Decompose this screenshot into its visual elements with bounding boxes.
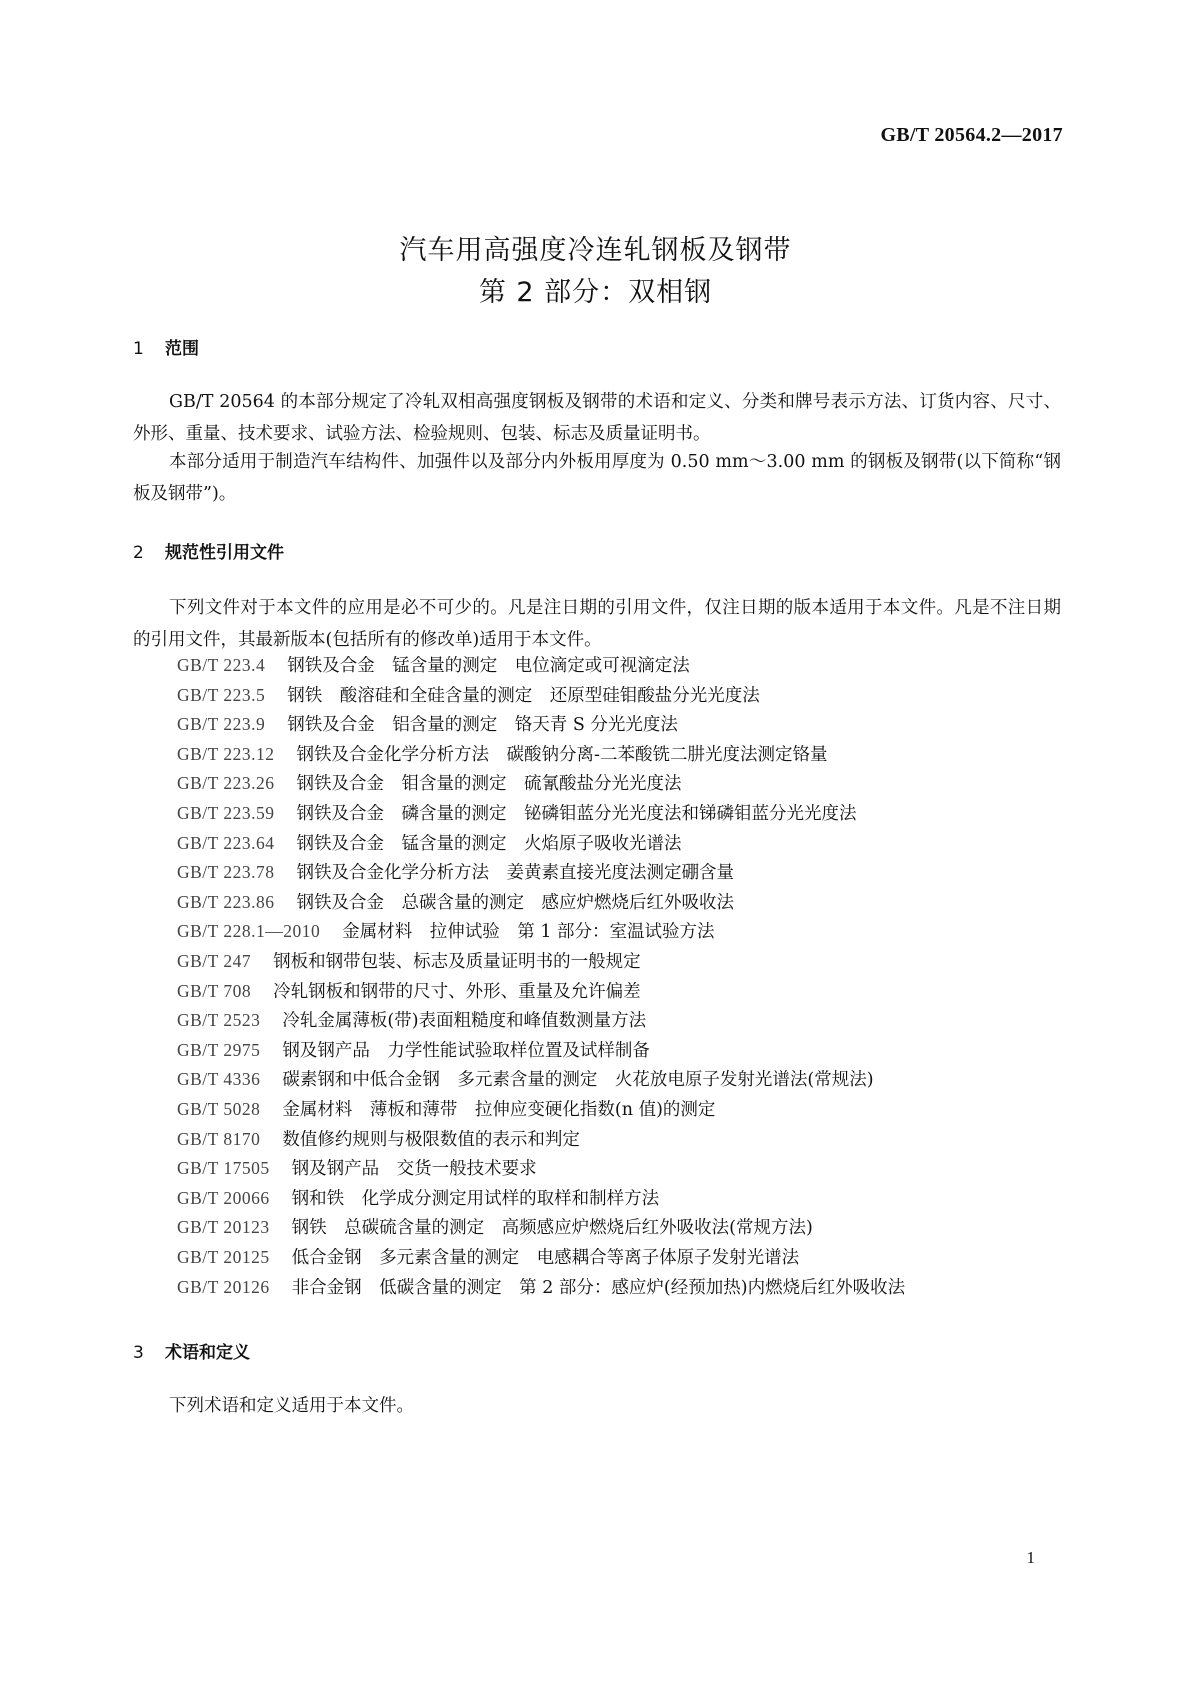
section-number: 1 <box>133 339 144 359</box>
reference-code: GB/T 708 <box>177 980 252 1001</box>
reference-code: GB/T 4336 <box>177 1069 261 1090</box>
reference-code: GB/T 228.1—2010 <box>177 921 321 942</box>
section-title: 规范性引用文件 <box>165 543 284 563</box>
reference-code: GB/T 20125 <box>177 1247 270 1267</box>
reference-code: GB/T 20123 <box>177 1217 270 1238</box>
reference-title: 钢铁及合金 锰含量的测定 火焰原子吸收光谱法 <box>296 833 682 854</box>
reference-title: 钢铁 总碳硫含量的测定 高频感应炉燃烧后红外吸收法(常规方法) <box>291 1218 813 1239</box>
reference-title: 钢及钢产品 力学性能试验取样位置及试样制备 <box>282 1040 650 1061</box>
reference-title: 低合金钢 多元素含量的测定 电感耦合等离子体原子发射光谱法 <box>291 1248 800 1268</box>
reference-item <box>177 859 734 884</box>
reference-title: 冷轧金属薄板(带)表面粗糙度和峰值数测量方法 <box>282 1011 647 1032</box>
reference-item <box>177 1155 537 1180</box>
reference-item <box>177 1037 650 1062</box>
reference-code: GB/T 20066 <box>177 1187 270 1208</box>
reference-title: 数值修约规则与极限数值的表示和判定 <box>282 1129 580 1150</box>
reference-code: GB/T 8170 <box>177 1128 261 1149</box>
reference-title: 钢板和钢带包装、标志及质量证明书的一般规定 <box>273 952 641 972</box>
paragraph: 本部分适用于制造汽车结构件、加强件以及部分内外板用厚度为 0.50 mm～3.00 mm 的钢板及钢带(以下简称“钢板及钢带”)。 <box>133 452 1061 504</box>
reference-title: 钢铁及合金 磷含量的测定 铋磷钼蓝分光光度法和锑磷钼蓝分光光度法 <box>296 804 857 824</box>
reference-title: 钢铁及合金 钼含量的测定 硫氰酸盐分光光度法 <box>296 774 682 795</box>
reference-code: GB/T 223.9 <box>177 714 266 735</box>
reference-item <box>177 1126 580 1151</box>
section-heading-scope <box>133 334 199 359</box>
reference-code: GB/T 247 <box>177 951 252 971</box>
reference-item <box>177 711 678 736</box>
reference-title: 钢铁及合金 锰含量的测定 电位滴定或可视滴定法 <box>287 656 690 676</box>
reference-title: 钢铁及合金化学分析方法 碳酸钠分离-二苯酸铣二肼光度法测定铬量 <box>296 744 828 765</box>
reference-item <box>177 741 827 766</box>
reference-title: 钢和铁 化学成分测定用试样的取样和制样方法 <box>291 1188 660 1209</box>
paragraph: GB/T 20564 的本部分规定了冷轧双相高强度钢板及钢带的术语和定义、分类和牌号表示方法、订货内容、尺寸、外形、重量、技术要求、试验方法、检验规则、包装、标志及质量证明书。 <box>133 392 1061 444</box>
reference-title: 钢铁 酸溶硅和全硅含量的测定 还原型硅钼酸盐分光光度法 <box>287 685 760 706</box>
reference-item <box>177 1007 646 1032</box>
reference-item <box>177 889 734 914</box>
reference-item <box>177 1274 905 1299</box>
reference-code: GB/T 2975 <box>177 1039 261 1060</box>
reference-item <box>177 1066 874 1091</box>
section-heading-normative-references <box>133 538 284 563</box>
reference-title: 钢铁及合金化学分析方法 姜黄素直接光度法测定硼含量 <box>296 863 735 884</box>
reference-title: 非合金钢 低碳含量的测定 第 2 部分：感应炉(经预加热)内燃烧后红外吸收法 <box>291 1277 906 1298</box>
reference-code: GB/T 20126 <box>177 1276 270 1297</box>
reference-code: GB/T 5028 <box>177 1099 261 1119</box>
reference-code: GB/T 223.59 <box>177 803 275 823</box>
reference-code: GB/T 223.12 <box>177 743 275 764</box>
reference-title: 钢及钢产品 交货一般技术要求 <box>291 1159 537 1180</box>
reference-code: GB/T 223.26 <box>177 773 275 794</box>
page-number: 1 <box>1026 1548 1035 1567</box>
reference-item <box>177 1244 799 1269</box>
reference-item <box>177 918 715 943</box>
reference-code: GB/T 223.86 <box>177 891 275 912</box>
reference-item <box>177 1096 715 1121</box>
reference-code: GB/T 17505 <box>177 1158 270 1179</box>
section-number: 3 <box>133 1343 144 1363</box>
section-title: 术语和定义 <box>165 1343 250 1363</box>
reference-item <box>177 978 641 1003</box>
reference-code: GB/T 223.78 <box>177 862 275 883</box>
section-title: 范围 <box>165 339 199 359</box>
reference-code: GB/T 223.64 <box>177 832 275 853</box>
reference-code: GB/T 223.4 <box>177 655 266 675</box>
reference-title: 钢铁及合金 总碳含量的测定 感应炉燃烧后红外吸收法 <box>296 892 735 913</box>
reference-title: 钢铁及合金 铝含量的测定 铬天青 S 分光光度法 <box>287 715 678 736</box>
reference-title: 金属材料 薄板和薄带 拉伸应变硬化指数(n 值)的测定 <box>282 1100 716 1120</box>
section-heading-terms <box>133 1338 250 1363</box>
reference-item <box>177 800 857 825</box>
document-subtitle: 第 2 部分：双相钢 <box>478 277 713 308</box>
reference-item <box>177 770 682 795</box>
standard-code: GB/T 20564.2—2017 <box>880 124 1063 146</box>
reference-title: 冷轧钢板和钢带的尺寸、外形、重量及允许偏差 <box>273 981 641 1002</box>
reference-item <box>177 682 760 707</box>
reference-item <box>177 1214 813 1239</box>
reference-title: 金属材料 拉伸试验 第 1 部分：室温试验方法 <box>342 922 715 943</box>
section-number: 2 <box>133 543 144 563</box>
reference-item <box>177 1185 659 1210</box>
reference-title: 碳素钢和中低合金钢 多元素含量的测定 火花放电原子发射光谱法(常规法) <box>282 1070 874 1091</box>
reference-code: GB/T 2523 <box>177 1010 261 1031</box>
document-title: 汽车用高强度冷连轧钢板及钢带 <box>399 235 792 266</box>
reference-item <box>177 830 682 855</box>
reference-item <box>177 948 641 973</box>
paragraph: 下列文件对于本文件的应用是必不可少的。凡是注日期的引用文件，仅注日期的版本适用于本文件。凡是不注日期的引用文件，其最新版本(包括所有的修改单)适用于本文件。 <box>133 598 1061 650</box>
paragraph: 下列术语和定义适用于本文件。 <box>169 1396 414 1416</box>
reference-code: GB/T 223.5 <box>177 684 266 705</box>
reference-item <box>177 652 690 677</box>
